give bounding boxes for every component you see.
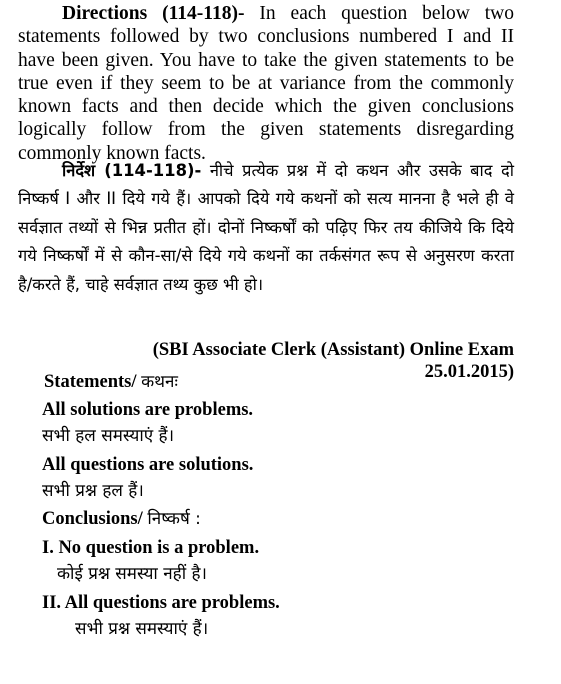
- exam-source-line-2: 25.01.2015): [424, 362, 514, 382]
- directions-lead: Directions (114-118)-: [62, 3, 245, 24]
- exam-source-line-1: (SBI Associate Clerk (Assistant) Online Exam: [152, 340, 514, 360]
- nirdesh-text: नीचे प्रत्येक प्रश्न में दो कथन और उसके बाद दो निष्कर्ष I और II दिये गये हैं। आपको दिये गये कथनों को सत्य मानना है भले ही वे सर्वज्ञात तथ्यों से भिन्न प्रतीत हों। दोनों निष्कर्षों को पढ़िए फिर तय कीजिये कि दिये गये निष्कर्षों में से कौन-सा/से दिये गये कथनों का तर्कसंगत रूप से अनुसरण करता है/करते हैं, चाहे सर्वज्ञात तथ्य कुछ भी हो।: [18, 161, 514, 294]
- directions-english: [18, 2, 514, 165]
- statement-2: All questions are solutions.: [42, 455, 254, 475]
- conclusion-1: I. No question is a problem.: [42, 538, 260, 558]
- statements-heading-en: Statements/: [44, 372, 137, 392]
- conclusion-2: II. All questions are problems.: [42, 593, 280, 613]
- nirdesh-lead: निर्देश (114-118)-: [62, 161, 202, 180]
- conclusion-1-hindi: कोई प्रश्न समस्या नहीं है।: [57, 564, 207, 584]
- directions-hindi: [18, 157, 514, 299]
- statements-heading-hi: कथनः: [141, 372, 178, 392]
- conclusions-heading: [42, 508, 512, 530]
- statement-1: All solutions are problems.: [42, 400, 254, 420]
- statement-2-hindi: सभी प्रश्न हल हैं।: [42, 481, 144, 501]
- conclusions-heading-en: Conclusions/: [42, 509, 143, 529]
- statement-1-hindi: सभी हल समस्याएं हैं।: [42, 426, 175, 446]
- directions-text: In each question below two statements followed by two conclusions numbered I and II have been given. You have to take the given statements to be true even if they seem to be at variance from the commonly known facts and then decide which the given conclusions logically follow from the given statements disregarding commonly known facts.: [18, 3, 514, 164]
- conclusions-heading-hi: निष्कर्ष :: [147, 509, 201, 529]
- statements-heading: [42, 371, 512, 393]
- conclusion-2-hindi: सभी प्रश्न समस्याएं हैं।: [75, 619, 209, 639]
